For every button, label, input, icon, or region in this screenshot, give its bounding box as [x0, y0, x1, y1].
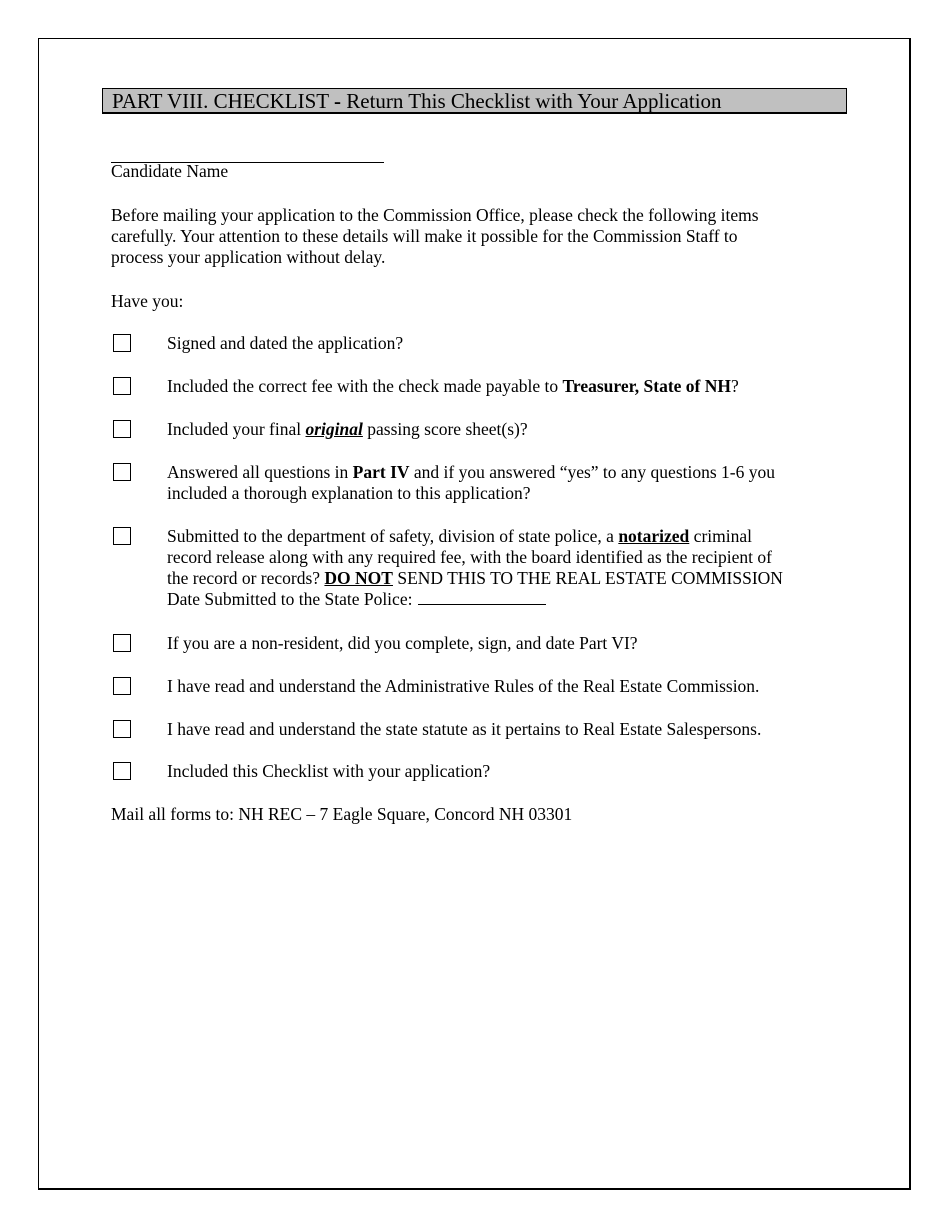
part-title: PART VIII. CHECKLIST [112, 89, 329, 113]
date-submitted-label: Date Submitted to the State Police: [167, 589, 413, 609]
item-text: Signed and dated the application? [167, 333, 404, 353]
item-text-part: passing score sheet(s)? [362, 419, 528, 439]
checkbox-police-record[interactable] [113, 527, 131, 545]
item-text [167, 462, 841, 504]
item-text [167, 526, 841, 610]
checkbox-score-sheet[interactable] [113, 420, 131, 438]
item-text [167, 419, 841, 440]
have-you-label: Have you: [111, 291, 184, 311]
emphasis-do-not: DO NOT [324, 568, 393, 588]
item-text: If you are a non-resident, did you complete, sign, and date Part VI? [167, 633, 638, 653]
item-text-part: Included the correct fee with the check made payable to [167, 376, 563, 396]
item-text-part: record release along with any required fee, with the board identified as the recipient of [167, 547, 772, 567]
checkbox-statute[interactable] [113, 720, 131, 738]
checkbox-nonresident[interactable] [113, 634, 131, 652]
checkbox-checklist[interactable] [113, 762, 131, 780]
item-text-part: SEND THIS TO THE REAL ESTATE COMMISSION [392, 568, 783, 588]
item-text-part: Submitted to the department of safety, division of state police, a [167, 526, 619, 546]
item-text-part: the record or records? [167, 568, 325, 588]
intro-line: Before mailing your application to the Commission Office, please check the following items [111, 205, 759, 225]
mailing-address: Mail all forms to: NH REC – 7 Eagle Square, Concord NH 03301 [111, 804, 573, 824]
item-text-part: ? [731, 376, 739, 396]
intro-line: process your application without delay. [111, 247, 386, 267]
item-text-part: included a thorough explanation to this application? [167, 483, 531, 503]
candidate-name-label: Candidate Name [111, 161, 229, 181]
item-text-part: Answered all questions in [167, 462, 353, 482]
emphasis-original: original [305, 419, 363, 439]
emphasis-notarized: notarized [618, 526, 690, 546]
section-header [102, 88, 847, 114]
part-reference: Part IV [352, 462, 410, 482]
item-text-part: criminal [689, 526, 752, 546]
checkbox-questions[interactable] [113, 463, 131, 481]
intro-paragraph [111, 205, 831, 268]
item-text [167, 376, 841, 397]
checkbox-rules[interactable] [113, 677, 131, 695]
item-text: I have read and understand the Administrative Rules of the Real Estate Commission. [167, 676, 760, 696]
payee-name: Treasurer, State of NH [562, 376, 732, 396]
intro-line: carefully. Your attention to these details will make it possible for the Commission Staff to [111, 226, 738, 246]
checkbox-signed[interactable] [113, 334, 131, 352]
checkbox-fee[interactable] [113, 377, 131, 395]
item-text-part: and if you answered “yes” to any questions 1-6 you [409, 462, 775, 482]
date-submitted-field[interactable] [418, 590, 546, 605]
item-text: I have read and understand the state statute as it pertains to Real Estate Salespersons. [167, 719, 762, 739]
header-subtitle: Return This Checklist with Your Application [346, 89, 722, 113]
item-text: Included this Checklist with your application? [167, 761, 491, 781]
item-text-part: Included your final [167, 419, 306, 439]
header-dash: - [334, 89, 341, 113]
